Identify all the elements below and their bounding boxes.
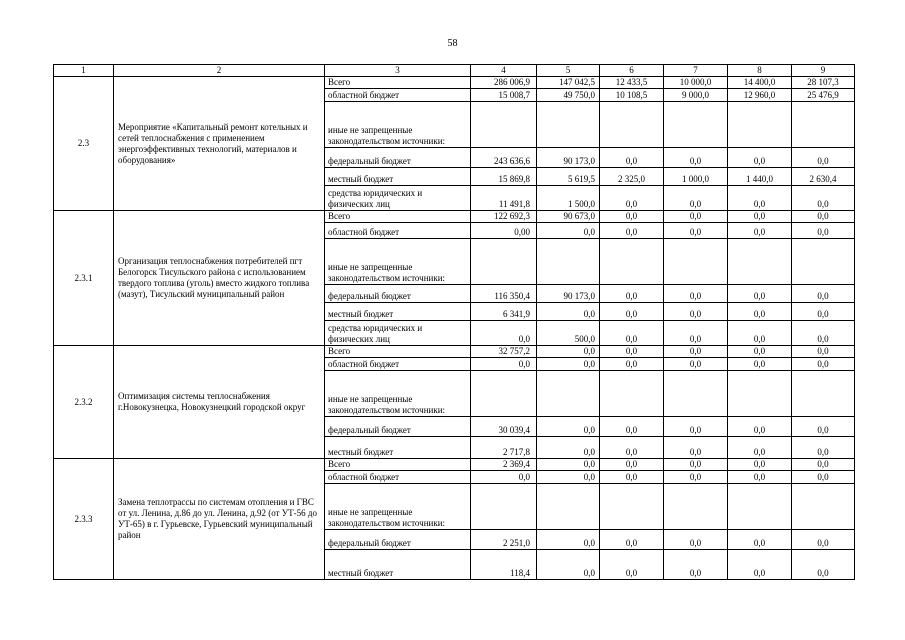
value-cell: 0,0 bbox=[792, 346, 855, 358]
value-cell: 2 717,8 bbox=[471, 437, 537, 459]
value-cell: 0,0 bbox=[600, 148, 664, 168]
value-cell bbox=[471, 371, 537, 417]
item-description: Оптимизация системы теплоснабжения г.Новокузнецка, Новокузнецкий городской округ bbox=[114, 346, 325, 459]
funding-source: иные не запрещенные законодательством источники: bbox=[325, 484, 471, 530]
value-cell: 49 750,0 bbox=[537, 89, 600, 102]
value-cell bbox=[600, 371, 664, 417]
funding-source: федеральный бюджет bbox=[325, 148, 471, 168]
value-cell bbox=[600, 239, 664, 285]
value-cell: 1 000,0 bbox=[664, 168, 728, 186]
header-cell: 7 bbox=[664, 65, 728, 77]
value-cell bbox=[728, 102, 792, 148]
funding-source: областной бюджет bbox=[325, 223, 471, 239]
value-cell: 0,0 bbox=[792, 211, 855, 223]
value-cell: 0,0 bbox=[664, 186, 728, 211]
value-cell: 0,0 bbox=[664, 148, 728, 168]
funding-source: федеральный бюджет bbox=[325, 417, 471, 437]
value-cell: 0,0 bbox=[600, 303, 664, 321]
value-cell: 116 350,4 bbox=[471, 285, 537, 303]
funding-source: местный бюджет bbox=[325, 168, 471, 186]
item-description: Мероприятие «Капитальный ремонт котельных и сетей теплоснабжения с применением энергоэффективных технологий, материалов и оборудования» bbox=[114, 77, 325, 211]
value-cell: 0,0 bbox=[537, 346, 600, 358]
value-cell: 0,0 bbox=[600, 459, 664, 471]
page-number: 58 bbox=[447, 38, 458, 49]
value-cell bbox=[537, 102, 600, 148]
item-description: Замена теплотрассы по системам отопления и ГВС от ул. Ленина, д.86 до ул. Ленина, д.92 (от УТ-56 до УТ-65) в г. Гурьевске, Гурьевский муниципальный район bbox=[114, 459, 325, 580]
value-cell bbox=[600, 484, 664, 530]
value-cell bbox=[664, 102, 728, 148]
value-cell bbox=[664, 239, 728, 285]
value-cell: 0,0 bbox=[728, 530, 792, 550]
header-cell: 5 bbox=[537, 65, 600, 77]
value-cell: 0,0 bbox=[728, 285, 792, 303]
funding-source: Всего bbox=[325, 459, 471, 471]
value-cell bbox=[792, 484, 855, 530]
value-cell: 0,0 bbox=[728, 303, 792, 321]
value-cell: 14 400,0 bbox=[728, 77, 792, 89]
value-cell: 0,0 bbox=[728, 358, 792, 371]
funding-source: местный бюджет bbox=[325, 303, 471, 321]
value-cell: 500,0 bbox=[537, 321, 600, 346]
value-cell: 0,0 bbox=[728, 417, 792, 437]
value-cell: 10 108,5 bbox=[600, 89, 664, 102]
value-cell: 0,0 bbox=[664, 223, 728, 239]
value-cell bbox=[600, 102, 664, 148]
value-cell: 15 008,7 bbox=[471, 89, 537, 102]
funding-source: Всего bbox=[325, 77, 471, 89]
funding-source: федеральный бюджет bbox=[325, 530, 471, 550]
value-cell: 28 107,3 bbox=[792, 77, 855, 89]
value-cell bbox=[537, 239, 600, 285]
value-cell: 0,0 bbox=[664, 321, 728, 346]
funding-source: областной бюджет bbox=[325, 89, 471, 102]
value-cell: 15 869,8 bbox=[471, 168, 537, 186]
value-cell: 90 673,0 bbox=[537, 211, 600, 223]
value-cell: 0,0 bbox=[664, 211, 728, 223]
value-cell: 0,0 bbox=[792, 321, 855, 346]
funding-source: Всего bbox=[325, 211, 471, 223]
value-cell: 0,0 bbox=[792, 285, 855, 303]
table-row bbox=[54, 346, 855, 358]
value-cell bbox=[792, 371, 855, 417]
value-cell bbox=[792, 102, 855, 148]
value-cell: 0,0 bbox=[728, 437, 792, 459]
value-cell: 0,0 bbox=[600, 223, 664, 239]
funding-table bbox=[53, 64, 855, 580]
header-cell: 1 bbox=[54, 65, 114, 77]
table-header-row bbox=[54, 65, 855, 77]
value-cell: 0,0 bbox=[664, 550, 728, 580]
value-cell: 0,0 bbox=[600, 437, 664, 459]
funding-source: средства юридических и физических лиц bbox=[325, 321, 471, 346]
value-cell: 0,0 bbox=[792, 459, 855, 471]
funding-source: областной бюджет bbox=[325, 471, 471, 484]
funding-source: иные не запрещенные законодательством источники: bbox=[325, 239, 471, 285]
value-cell bbox=[471, 484, 537, 530]
value-cell: 0,0 bbox=[537, 530, 600, 550]
value-cell: 0,0 bbox=[600, 530, 664, 550]
value-cell: 9 000,0 bbox=[664, 89, 728, 102]
value-cell: 0,0 bbox=[792, 437, 855, 459]
header-cell: 2 bbox=[114, 65, 325, 77]
value-cell: 0,0 bbox=[664, 471, 728, 484]
value-cell bbox=[728, 371, 792, 417]
value-cell bbox=[471, 239, 537, 285]
value-cell: 25 476,9 bbox=[792, 89, 855, 102]
value-cell: 0,0 bbox=[600, 211, 664, 223]
value-cell: 0,0 bbox=[537, 358, 600, 371]
funding-source: федеральный бюджет bbox=[325, 285, 471, 303]
value-cell: 0,0 bbox=[537, 417, 600, 437]
value-cell: 2 630,4 bbox=[792, 168, 855, 186]
value-cell bbox=[728, 239, 792, 285]
value-cell: 0,0 bbox=[600, 471, 664, 484]
value-cell: 2 325,0 bbox=[600, 168, 664, 186]
value-cell: 0,0 bbox=[664, 285, 728, 303]
value-cell: 0,0 bbox=[537, 459, 600, 471]
item-code: 2.3 bbox=[54, 77, 114, 211]
value-cell bbox=[664, 484, 728, 530]
table-row bbox=[54, 459, 855, 471]
item-code: 2.3.2 bbox=[54, 346, 114, 459]
table-row bbox=[54, 77, 855, 89]
value-cell: 0,0 bbox=[537, 223, 600, 239]
value-cell: 10 000,0 bbox=[664, 77, 728, 89]
value-cell: 286 006,9 bbox=[471, 77, 537, 89]
value-cell: 0,0 bbox=[600, 186, 664, 211]
value-cell: 0,0 bbox=[728, 321, 792, 346]
value-cell: 0,0 bbox=[728, 346, 792, 358]
item-description: Организация теплоснабжения потребителей пгт Белогорск Тисульского района с использованием твердого топлива (уголь) вместо жидкого топлива (мазут), Тисульский муниципальный район bbox=[114, 211, 325, 346]
value-cell: 0,0 bbox=[664, 358, 728, 371]
funding-source: иные не запрещенные законодательством источники: bbox=[325, 102, 471, 148]
value-cell: 32 757,2 bbox=[471, 346, 537, 358]
value-cell: 118,4 bbox=[471, 550, 537, 580]
table-row bbox=[54, 211, 855, 223]
value-cell: 12 960,0 bbox=[728, 89, 792, 102]
value-cell: 0,0 bbox=[792, 223, 855, 239]
value-cell: 0,0 bbox=[792, 148, 855, 168]
value-cell bbox=[537, 371, 600, 417]
value-cell: 1 440,0 bbox=[728, 168, 792, 186]
value-cell: 30 039,4 bbox=[471, 417, 537, 437]
value-cell: 0,0 bbox=[537, 471, 600, 484]
value-cell: 0,0 bbox=[792, 530, 855, 550]
value-cell: 0,0 bbox=[600, 358, 664, 371]
value-cell bbox=[792, 239, 855, 285]
value-cell: 2 251,0 bbox=[471, 530, 537, 550]
value-cell: 90 173,0 bbox=[537, 285, 600, 303]
value-cell: 0,0 bbox=[728, 459, 792, 471]
value-cell: 0,0 bbox=[792, 303, 855, 321]
value-cell: 0,00 bbox=[471, 223, 537, 239]
value-cell: 2 369,4 bbox=[471, 459, 537, 471]
value-cell: 0,0 bbox=[600, 550, 664, 580]
funding-source: иные не запрещенные законодательством источники: bbox=[325, 371, 471, 417]
value-cell: 0,0 bbox=[664, 303, 728, 321]
value-cell: 0,0 bbox=[792, 417, 855, 437]
value-cell: 147 042,5 bbox=[537, 77, 600, 89]
value-cell: 11 491,8 bbox=[471, 186, 537, 211]
header-cell: 3 bbox=[325, 65, 471, 77]
value-cell: 0,0 bbox=[728, 186, 792, 211]
value-cell: 5 619,5 bbox=[537, 168, 600, 186]
value-cell: 0,0 bbox=[600, 321, 664, 346]
value-cell: 0,0 bbox=[792, 471, 855, 484]
funding-source: Всего bbox=[325, 346, 471, 358]
value-cell: 0,0 bbox=[471, 321, 537, 346]
header-cell: 4 bbox=[471, 65, 537, 77]
value-cell: 90 173,0 bbox=[537, 148, 600, 168]
item-code: 2.3.1 bbox=[54, 211, 114, 346]
value-cell: 0,0 bbox=[728, 223, 792, 239]
funding-source: местный бюджет bbox=[325, 550, 471, 580]
value-cell: 0,0 bbox=[728, 148, 792, 168]
value-cell: 0,0 bbox=[537, 437, 600, 459]
value-cell: 0,0 bbox=[600, 417, 664, 437]
value-cell: 12 433,5 bbox=[600, 77, 664, 89]
value-cell: 0,0 bbox=[600, 346, 664, 358]
value-cell: 0,0 bbox=[792, 550, 855, 580]
header-cell: 9 bbox=[792, 65, 855, 77]
value-cell: 0,0 bbox=[664, 459, 728, 471]
value-cell: 243 636,6 bbox=[471, 148, 537, 168]
value-cell: 0,0 bbox=[537, 550, 600, 580]
value-cell: 0,0 bbox=[792, 358, 855, 371]
value-cell: 0,0 bbox=[664, 417, 728, 437]
value-cell: 0,0 bbox=[664, 530, 728, 550]
value-cell: 0,0 bbox=[664, 437, 728, 459]
value-cell bbox=[664, 371, 728, 417]
funding-source: местный бюджет bbox=[325, 437, 471, 459]
value-cell: 6 341,9 bbox=[471, 303, 537, 321]
value-cell: 0,0 bbox=[728, 211, 792, 223]
value-cell: 0,0 bbox=[664, 346, 728, 358]
funding-source: областной бюджет bbox=[325, 358, 471, 371]
value-cell: 0,0 bbox=[471, 358, 537, 371]
funding-source: средства юридических и физических лиц bbox=[325, 186, 471, 211]
value-cell: 0,0 bbox=[600, 285, 664, 303]
header-cell: 6 bbox=[600, 65, 664, 77]
value-cell: 1 500,0 bbox=[537, 186, 600, 211]
value-cell bbox=[471, 102, 537, 148]
value-cell: 0,0 bbox=[471, 471, 537, 484]
value-cell: 122 692,3 bbox=[471, 211, 537, 223]
item-code: 2.3.3 bbox=[54, 459, 114, 580]
value-cell: 0,0 bbox=[537, 303, 600, 321]
value-cell: 0,0 bbox=[728, 471, 792, 484]
header-cell: 8 bbox=[728, 65, 792, 77]
value-cell bbox=[537, 484, 600, 530]
value-cell bbox=[728, 484, 792, 530]
value-cell: 0,0 bbox=[792, 186, 855, 211]
value-cell: 0,0 bbox=[728, 550, 792, 580]
